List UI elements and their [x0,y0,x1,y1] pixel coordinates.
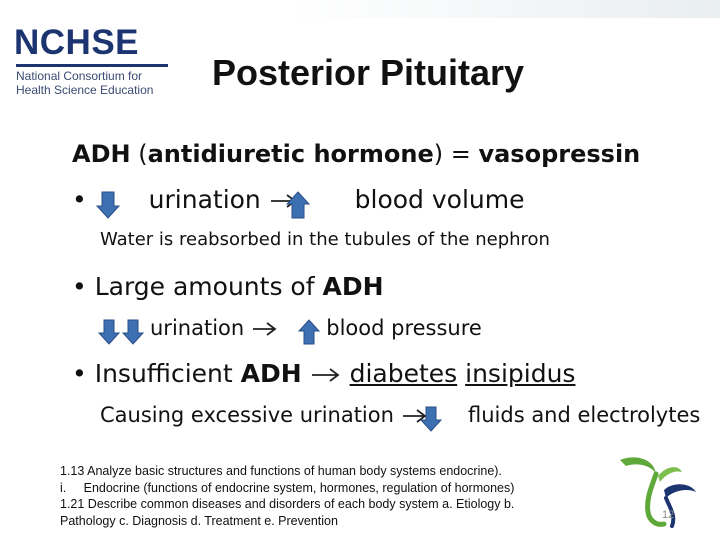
bullet-icon: • [72,272,87,301]
bullet-insufficient-adh [72,359,575,388]
excessive-urination-text: Causing excessive urination [100,403,394,427]
logo-wordmark: NCHSE [14,23,140,62]
diabetes-text: diabetes [349,359,458,388]
reabsorption-note: Water is reabsorbed in the tubules of the nephron [100,229,550,250]
standard-line: 1.21 Describe common diseases and disorders of each body system a. Etiology b. [60,497,515,511]
standards-footer [60,463,600,529]
logo-subtitle [16,69,153,97]
adh-term: ADH [72,140,131,168]
nchse-emblem-icon [612,452,702,532]
bullet-large-amounts [72,272,384,301]
adh-term: ADH [322,272,384,301]
standard-line: i. Endocrine (functions of endocrine system, hormones, regulation of hormones) [60,480,515,495]
paren-close-equals: ) = [433,140,479,168]
slide-title: Posterior Pituitary [212,52,525,93]
right-arrow-icon [251,321,279,337]
page-number: 12 [662,509,675,521]
fluids-electrolytes-text: fluids and electrolytes [468,403,701,427]
blue-down-arrow-icon [122,319,144,345]
right-arrow-icon [310,366,342,384]
standard-line: Pathology c. Diagnosis d. Treatment e. Prevention [60,513,338,528]
bullet-icon: • [72,359,87,388]
logo-rule [16,64,168,67]
standard-line: 1.13 Analyze basic structures and functions of human body systems endocrine). [60,464,502,478]
blue-up-arrow-icon [286,191,310,219]
blue-down-arrow-icon [98,319,120,345]
antidiuretic-term: antidiuretic hormone [147,140,434,168]
paren-open: ( [130,140,148,168]
blue-up-arrow-icon [298,319,320,345]
insipidus-text: insipidus [465,359,576,388]
large-amounts-text: Large amounts of [94,272,323,301]
excessive-urination-line [100,403,700,427]
adh-term: ADH [240,359,302,388]
blood-pressure-text: blood pressure [326,316,482,340]
logo-subtitle-line1: National Consortium for [16,69,143,83]
adh-definition-line [72,140,640,168]
blue-down-arrow-icon [420,406,442,432]
insufficient-text: Insufficient [94,359,241,388]
logo-subtitle-line2: Health Science Education [16,83,154,97]
blood-volume-text: blood volume [354,185,525,214]
blue-down-arrow-icon [96,191,120,219]
urination-text: urination [148,185,261,214]
bullet-icon: • [72,185,87,214]
slide-top-band [0,0,720,18]
urination-text: urination [150,316,245,340]
nchse-logo [12,24,172,100]
vasopressin-term: vasopressin [478,140,641,168]
